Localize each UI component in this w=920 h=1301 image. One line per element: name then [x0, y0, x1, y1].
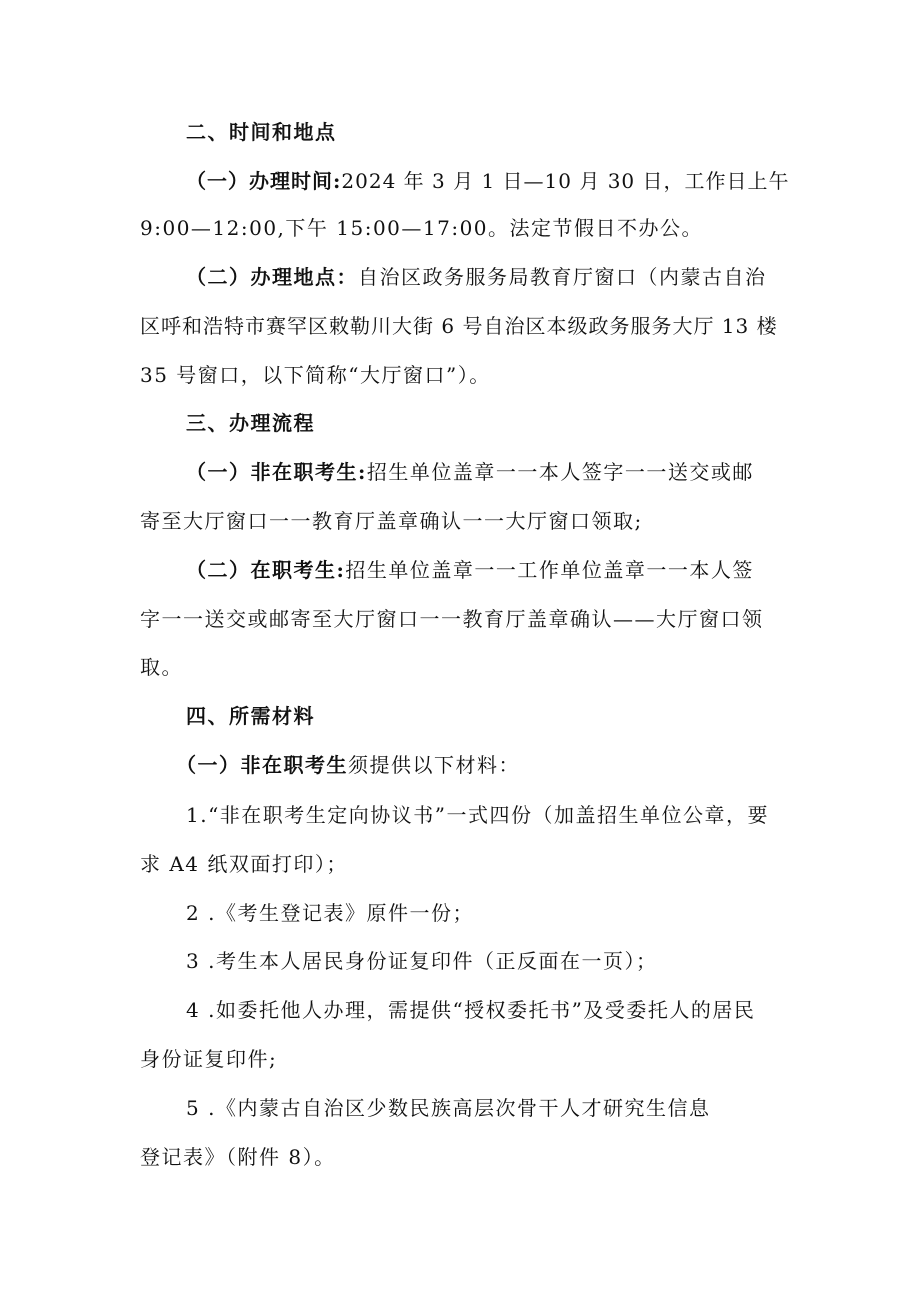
section2-item2-cont2: 35 号窗口，以下简称“大厅窗口”）。: [140, 363, 491, 387]
item-label: （一）非在职考生:: [186, 460, 367, 484]
item-text: 招生单位盖章一一本人签字一一送交或邮: [366, 460, 754, 484]
section3-item2-cont1: 字一一送交或邮寄至大厅窗口一一教育厅盖章确认——大厅窗口领: [140, 607, 764, 631]
section2-item2-cont1: 区呼和浩特市赛罕区敕勒川大街 6 号自治区本级政务服务大厅 13 楼: [140, 314, 778, 338]
item-label: （二）在职考生:: [186, 558, 346, 582]
material-1-cont: 求 A4 纸双面打印）；: [140, 852, 348, 876]
item-text: 2024 年 3 月 1 日—10 月 30 日，工作日上午: [341, 169, 790, 193]
material-5: 5 .《内蒙古自治区少数民族高层次骨干人才研究生信息: [186, 1096, 711, 1120]
section3-heading: 三、办理流程: [186, 411, 315, 435]
section2-heading: 二、时间和地点: [186, 120, 337, 144]
material-4: 4 .如委托他人办理，需提供“授权委托书”及受委托人的居民: [186, 998, 756, 1022]
section2-item1-cont: 9:00—12:00,下午 15:00—17:00。法定节假日不办公。: [140, 216, 704, 240]
item-label: （一）非在职考生: [176, 753, 348, 777]
section4-sub1: [176, 750, 790, 780]
section3-item1: [186, 457, 790, 487]
item-label: （二）办理地点：: [186, 265, 358, 289]
section4-heading: 四、所需材料: [186, 704, 315, 728]
item-text: 须提供以下材料：: [348, 753, 520, 777]
section3-item1-cont: 寄至大厅窗口一一教育厅盖章确认一一大厅窗口领取;: [140, 509, 643, 533]
section3-item2: [186, 555, 790, 585]
material-2: 2 .《考生登记表》原件一份；: [186, 901, 474, 925]
section2-item1: [186, 166, 790, 196]
section2-item2: [186, 262, 790, 292]
item-text: 招生单位盖章一一工作单位盖章一一本人签: [345, 558, 754, 582]
section3-item2-cont2: 取。: [140, 655, 183, 679]
material-4-cont: 身份证复印件;: [140, 1047, 278, 1071]
item-label: （一）办理时间:: [186, 169, 342, 193]
material-1: 1.“非在职考生定向协议书”一式四份（加盖招生单位公章，要: [186, 803, 770, 827]
material-3: 3 .考生本人居民身份证复印件（正反面在一页）；: [186, 949, 658, 973]
item-text: 自治区政务服务局教育厅窗口（内蒙古自治: [358, 265, 767, 289]
material-5-cont: 登记表》（附件 8）。: [140, 1145, 336, 1169]
